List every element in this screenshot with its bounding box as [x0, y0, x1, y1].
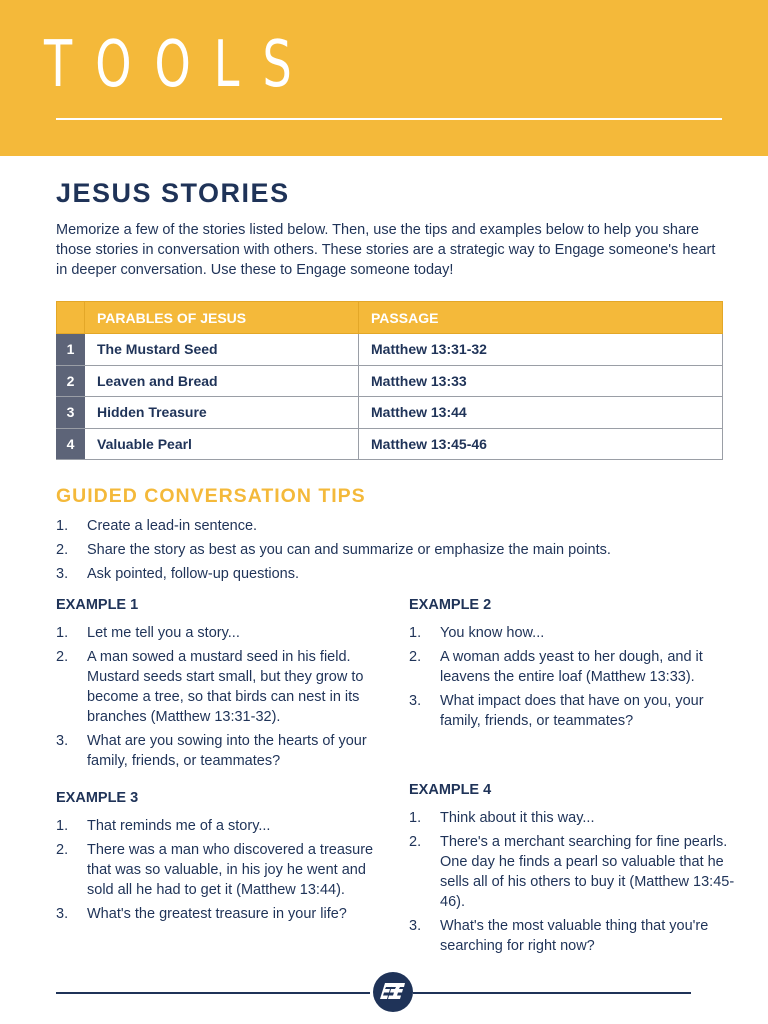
item-text: A woman adds yeast to her dough, and it leavens the entire loaf (Matthew 13:33).	[440, 649, 703, 685]
footer-divider-left	[56, 992, 370, 994]
example-heading: EXAMPLE 1	[56, 597, 139, 613]
item-number: 2.	[56, 842, 69, 858]
table-header-number	[57, 302, 85, 334]
parables-table	[56, 301, 723, 460]
page-title: JESUS STORIES	[56, 178, 290, 208]
list-item	[409, 647, 739, 687]
item-number: 3.	[409, 918, 422, 934]
table-header-row	[57, 302, 723, 334]
passage-cell: Matthew 13:31-32	[359, 334, 723, 366]
table-row	[57, 428, 723, 460]
table-header-passage: PASSAGE	[359, 302, 723, 334]
brand-logo-icon	[373, 972, 413, 1012]
example-heading: EXAMPLE 2	[409, 597, 492, 613]
list-item	[409, 623, 739, 643]
item-number: 1.	[56, 625, 69, 641]
example-1	[56, 597, 386, 775]
list-item	[409, 808, 739, 828]
list-item	[56, 731, 386, 771]
item-number: 1.	[409, 810, 422, 826]
table-header-parable: PARABLES OF JESUS	[85, 302, 359, 334]
item-text: You know how...	[440, 625, 545, 641]
table-row	[57, 365, 723, 397]
list-item	[56, 840, 386, 900]
item-text: Create a lead-in sentence.	[87, 518, 258, 534]
list-item	[56, 623, 386, 643]
list-item	[409, 916, 739, 956]
list-item	[56, 647, 386, 727]
item-text: Think about it this way...	[440, 810, 595, 826]
item-text: What's the most valuable thing that you're searching for right now?	[440, 918, 709, 954]
item-number: 1.	[56, 518, 69, 534]
table-row	[57, 334, 723, 366]
example-2	[409, 597, 739, 735]
item-number: 1.	[56, 818, 69, 834]
header-banner	[0, 0, 768, 156]
row-number: 1	[57, 334, 85, 366]
row-number: 2	[57, 365, 85, 397]
item-text: There was a man who discovered a treasure that was so valuable, in his joy he went and sold all he had to get it (Matthew 13:44).	[87, 842, 374, 898]
list-item	[56, 564, 736, 584]
example-list	[409, 623, 739, 731]
tips-list	[56, 516, 736, 588]
item-text: There's a merchant searching for fine pearls. One day he finds a pearl so valuable that he sells all of his others to buy it (Matthew 13:45-46).	[440, 834, 735, 910]
item-number: 2.	[56, 649, 69, 665]
parable-cell: The Mustard Seed	[85, 334, 359, 366]
tips-heading: GUIDED CONVERSATION TIPS	[56, 485, 366, 507]
list-item	[409, 832, 739, 912]
example-heading: EXAMPLE 4	[409, 782, 492, 798]
item-text: That reminds me of a story...	[87, 818, 271, 834]
item-number: 3.	[409, 693, 422, 709]
banner-title: TOOLS	[44, 28, 315, 102]
item-text: What are you sowing into the hearts of your family, friends, or teammates?	[87, 733, 367, 769]
example-list	[56, 816, 386, 924]
item-text: Ask pointed, follow-up questions.	[87, 566, 299, 582]
item-text: What's the greatest treasure in your life?	[87, 906, 347, 922]
example-heading: EXAMPLE 3	[56, 790, 139, 806]
list-item	[56, 516, 736, 536]
intro-paragraph: Memorize a few of the stories listed below. Then, use the tips and examples below to help you share those stories in conversation with others. These stories are a strategic way to Engage someone's heart in deeper conversation. Use these to Engage someone today!	[56, 222, 716, 278]
list-item	[409, 691, 739, 731]
table-row	[57, 397, 723, 429]
item-number: 2.	[409, 834, 422, 850]
row-number: 3	[57, 397, 85, 429]
parable-cell: Valuable Pearl	[85, 428, 359, 460]
parable-cell: Hidden Treasure	[85, 397, 359, 429]
list-item	[56, 540, 736, 560]
row-number: 4	[57, 428, 85, 460]
parable-cell: Leaven and Bread	[85, 365, 359, 397]
item-number: 2.	[409, 649, 422, 665]
example-4	[409, 782, 739, 960]
passage-cell: Matthew 13:44	[359, 397, 723, 429]
item-number: 3.	[56, 733, 69, 749]
item-number: 1.	[409, 625, 422, 641]
passage-cell: Matthew 13:33	[359, 365, 723, 397]
item-number: 2.	[56, 542, 69, 558]
item-text: Let me tell you a story...	[87, 625, 240, 641]
example-list	[56, 623, 386, 771]
banner-divider	[56, 118, 722, 120]
footer-divider-right	[413, 992, 691, 994]
item-text: A man sowed a mustard seed in his field. Mustard seeds start small, but they grow to become a tree, so that birds can nest in its branches (Matthew 13:31-32).	[87, 649, 364, 725]
item-text: Share the story as best as you can and summarize or emphasize the main points.	[87, 542, 611, 558]
list-item	[56, 904, 386, 924]
list-item	[56, 816, 386, 836]
item-number: 3.	[56, 906, 69, 922]
item-number: 3.	[56, 566, 69, 582]
item-text: What impact does that have on you, your family, friends, or teammates?	[440, 693, 704, 729]
passage-cell: Matthew 13:45-46	[359, 428, 723, 460]
example-list	[409, 808, 739, 956]
example-3	[56, 790, 386, 928]
